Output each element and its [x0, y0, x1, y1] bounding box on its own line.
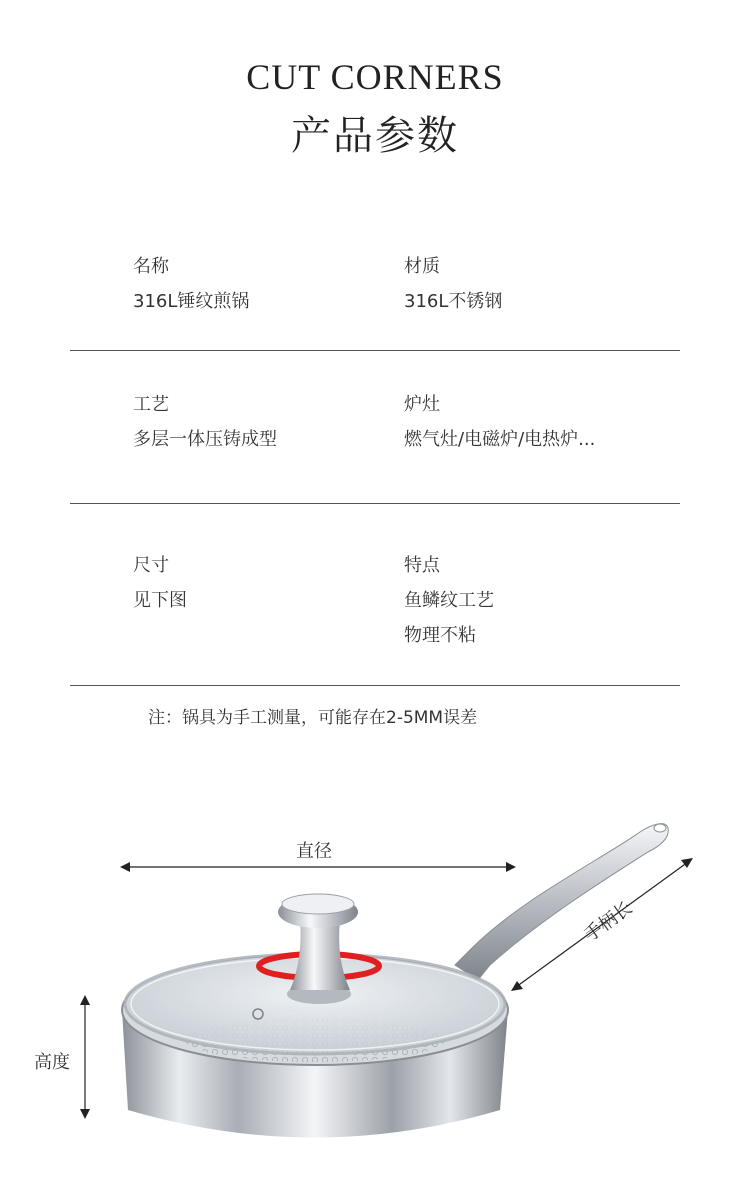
divider	[70, 685, 680, 686]
diameter-arrow	[120, 862, 516, 872]
spec-label-craft: 工艺	[133, 394, 169, 415]
divider	[70, 350, 680, 351]
spec-label-name: 名称	[133, 256, 169, 277]
measurement-note: 注：锅具为手工测量，可能存在2-5MM误差	[148, 708, 478, 728]
pan-handle	[455, 824, 668, 980]
spec-label-stove: 炉灶	[404, 394, 440, 415]
spec-value-size: 见下图	[133, 590, 187, 611]
handle-length-label: 手柄长	[580, 897, 637, 947]
spec-value-feature-1: 鱼鳞纹工艺	[404, 590, 494, 611]
spec-value-craft: 多层一体压铸成型	[133, 429, 277, 450]
diameter-label: 直径	[296, 841, 332, 862]
page-title: 产品参数	[291, 113, 459, 159]
spec-label-feature: 特点	[404, 555, 440, 576]
divider	[70, 503, 680, 504]
spec-value-feature-2: 物理不粘	[404, 625, 476, 646]
height-arrow	[80, 995, 90, 1119]
spec-value-stove: 燃气灶/电磁炉/电热炉...	[404, 429, 596, 450]
brand-heading: CUT CORNERS	[246, 57, 504, 97]
spec-label-material: 材质	[404, 256, 440, 277]
spec-value-material: 316L不锈钢	[404, 291, 503, 312]
spec-value-name: 316L锤纹煎锅	[133, 291, 250, 312]
pan-illustration	[0, 780, 750, 1184]
spec-label-size: 尺寸	[133, 555, 169, 576]
height-label: 高度	[34, 1052, 70, 1073]
